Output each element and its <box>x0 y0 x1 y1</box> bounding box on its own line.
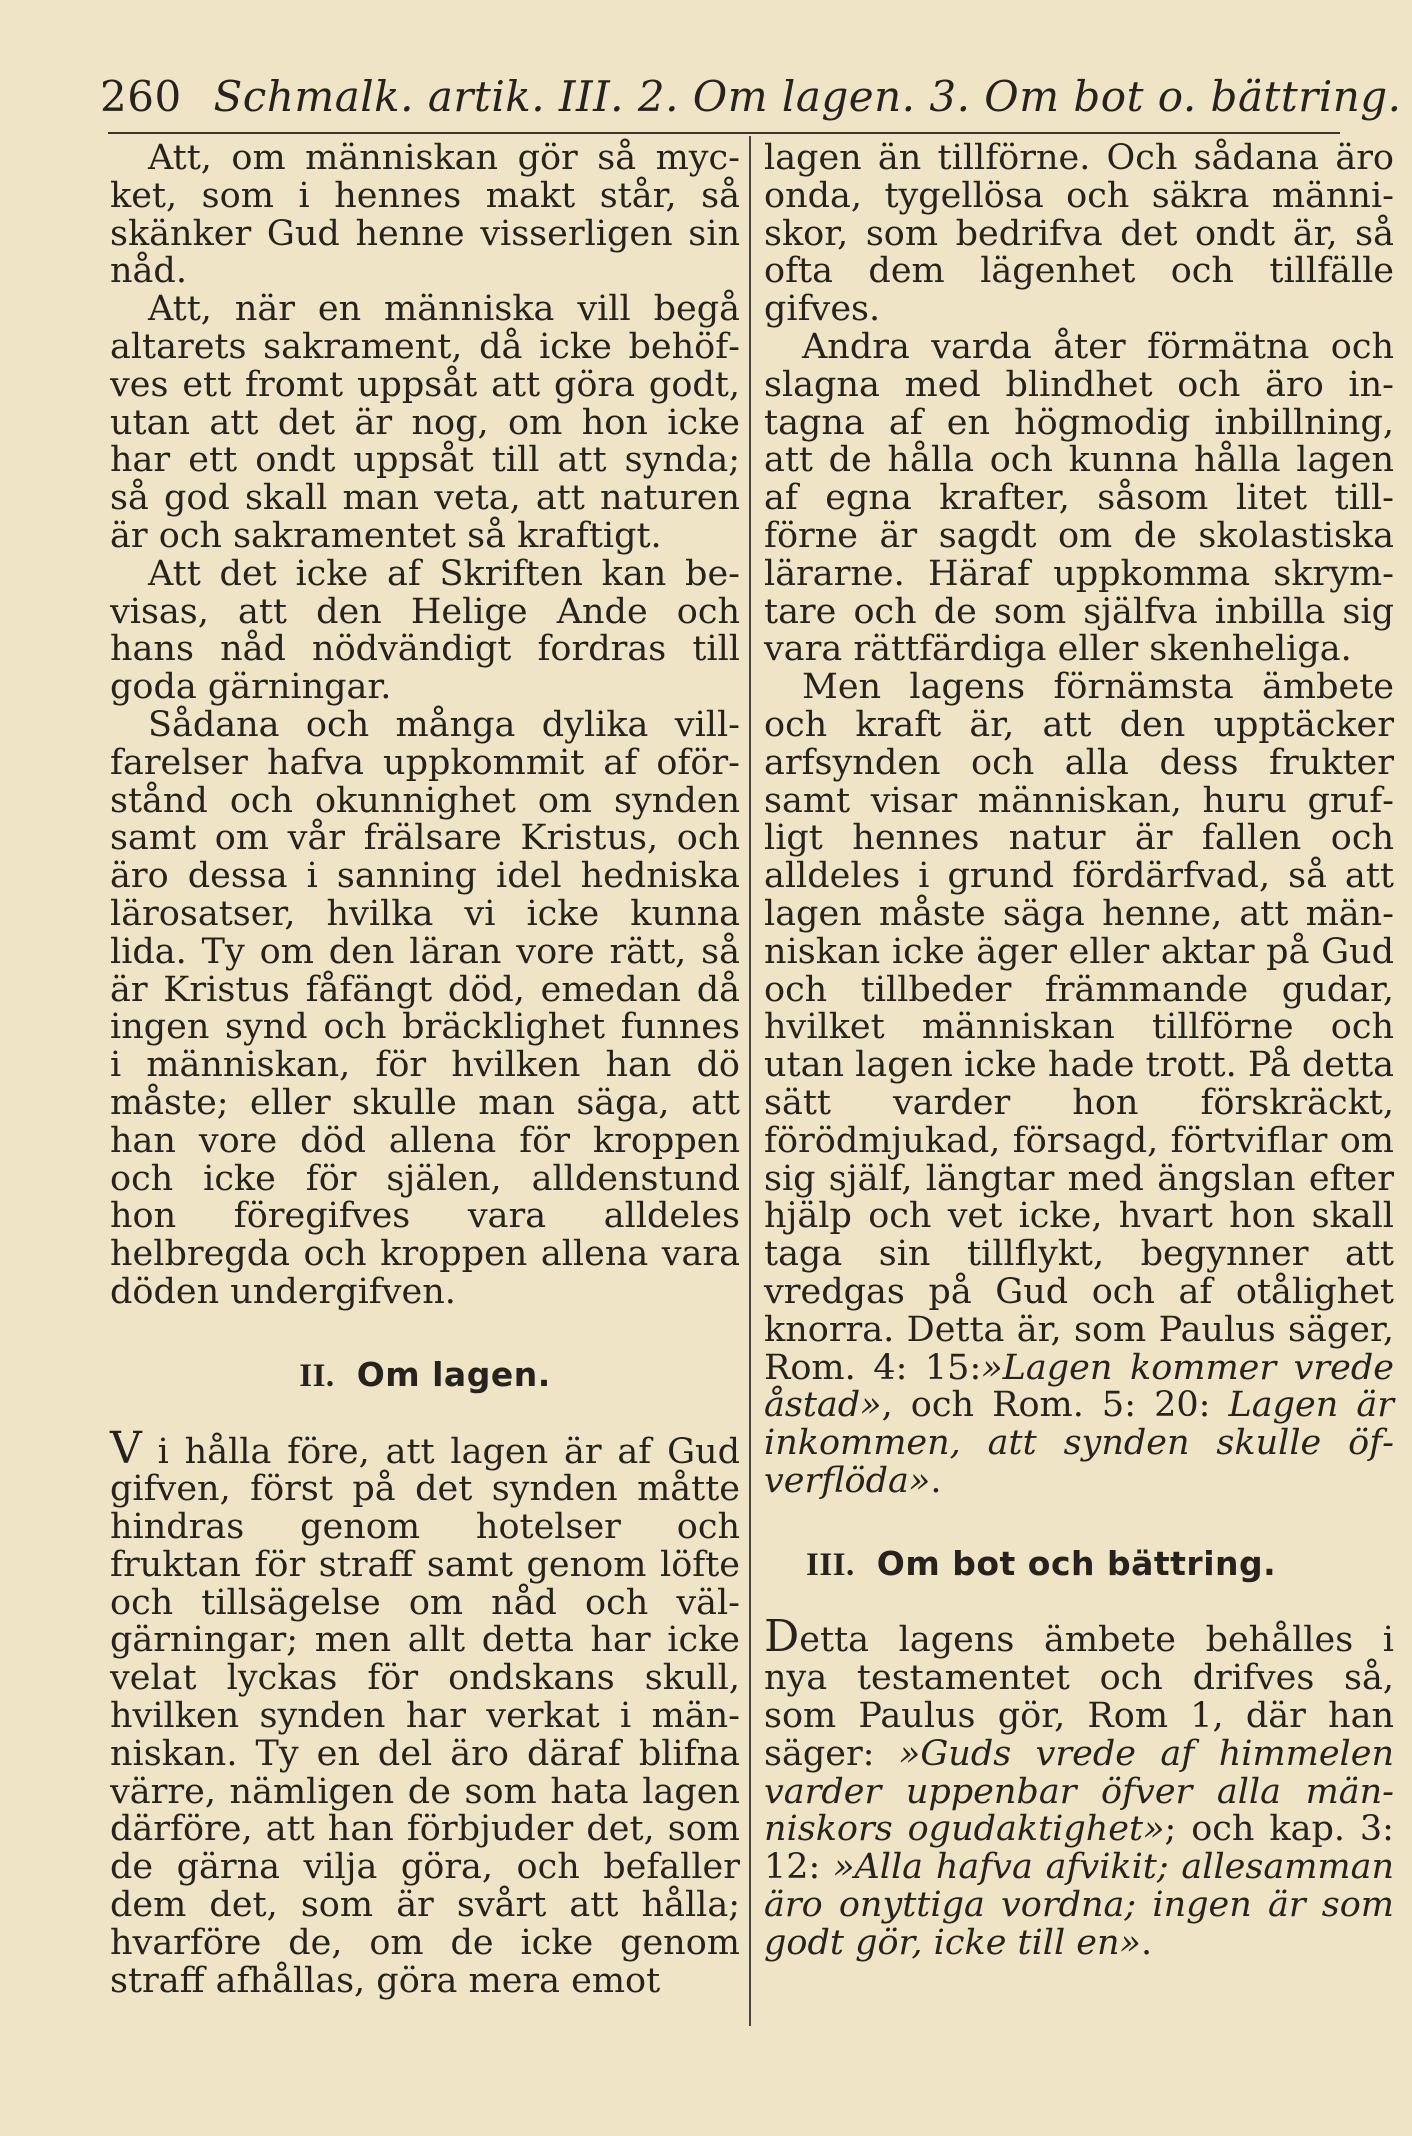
section-title: Om lagen. <box>356 1354 551 1394</box>
section-heading-iii <box>806 1545 1394 1585</box>
paragraph: Andra varda åter förmätna och slagna med blindhet och äro intagna af en högmodig inbillning, att de hålla och kunna hålla lagen af egna krafter, såsom litet tillförne är sagdt om de skolastiska lärarne. Häraf uppkomma skrymtare och de som själfva inbilla sig vara rättfärdiga eller skenheliga. <box>764 326 1394 670</box>
running-head-title: Schmalk. artik. III. 2. Om lagen. 3. Om bot o. bättring. <box>213 72 1402 121</box>
paragraph-text: . <box>1140 1922 1153 1963</box>
paragraph-text: i hålla före, att lagen är af Gud gifven, först på det synden måtte hindras genom hotelser och fruktan för straff samt genom löfte och tillsägelse om nåd och välgärningar; men allt detta har icke velat lyckas för ondskans skull, hvilken synden har verkat i människan. Ty en del äro däraf blifna värre, nämligen de som hata lagen därföre, att han förbjuder det, som de gärna vilja göra, och befaller dem det, som är svårt att hålla; hvarföre de, om de icke genom straff afhållas, göra mera emot <box>110 1431 740 2001</box>
scripture-quote: »Guds vrede af himmelen varder uppenbar öfver alla människors ogudaktighet» <box>764 1733 1394 1850</box>
paragraph: lagen än tillförne. Och sådana äro onda, tygellösa och säkra människor, som bedrifva det ondt är, så ofta dem lägenhet och tillfälle gifves. <box>764 138 1394 330</box>
drop-cap: D <box>764 1611 800 1663</box>
column-divider <box>749 136 751 2026</box>
paragraph-text: Men lagens förnämsta ämbete och kraft är, att den upptäcker arfsynden och alla dess frukter samt visar människan, huru grufligt hennes natur är fallen och alldeles i grund fördärfvad, så att lagen måste säga henne, att människan icke äger eller aktar på Gud och tillbeder främmande gudar, hvilket människan tillförne och utan lagen icke hade trott. På detta sätt varder hon förskräckt, förödmjukad, försagd, förtviflar om sig själf, längtar med ängslan efter hjälp och vet icke, hvart hon skall taga sin tillflykt, begynner att vredgas på Gud och af otålighet knorra. Detta är, som Paulus säger, Rom. 4: 15: <box>764 667 1394 1388</box>
section-numeral: III. <box>806 1546 855 1583</box>
paragraph: Sådana och många dylika villfarelser hafva uppkommit af oförstånd och okunnighet om synden samt om vår frälsare Kristus, och äro dessa i sanning idel hedniska lärosatser, hvilka vi icke kunna lida. Ty om den läran vore rätt, så är Kristus fåfängt död, emedan då ingen synd och bräcklighet funnes i människan, för hvilken han dö måste; eller skulle man säga, att han vore död allena för kroppen och icke för själen, alldenstund hon föregifves vara alldeles helbregda och kroppen allena vara döden undergifven. <box>110 704 740 1312</box>
paragraph-text: etta lagens ämbete behålles i nya testamentet och drifves så, som Paulus gör, Rom 1, där han säger: <box>764 1620 1394 1774</box>
header-rule <box>108 132 1340 134</box>
paragraph: Att det icke af Skriften kan bevisas, att den Helige Ande och hans nåd nödvändigt fordras till goda gärningar. <box>110 553 740 708</box>
scripture-quote: Lagen är inkommen, att synden skulle öfverflöda» <box>764 1385 1394 1501</box>
page-number: 260 <box>100 72 182 121</box>
right-column <box>764 140 1394 1963</box>
paragraph: Att, om människan gör så mycket, som i hennes makt står, så skänker Gud henne visserligen sin nåd. <box>110 138 740 292</box>
running-head <box>100 72 1402 121</box>
paragraph <box>764 669 1394 1501</box>
section-title: Om bot och bättring. <box>876 1543 1277 1583</box>
left-column <box>110 140 740 2000</box>
paragraph <box>110 1422 740 2001</box>
section-numeral: II. <box>299 1357 335 1394</box>
scripture-quote: »Lagen kommer vrede åstad» <box>764 1347 1394 1426</box>
paragraph-text: , och Rom. 5: 20: <box>881 1385 1211 1426</box>
section-heading-ii <box>110 1356 740 1396</box>
paragraph-text: . <box>930 1460 942 1501</box>
paragraph: Att, när en människa vill begå altarets sakrament, då icke behöfves ett fromt uppsåt att göra godt, utan att det är nog, om hon icke har ett ondt uppsåt till att synda; så god skall man veta, att naturen är och sakramentet så kraftigt. <box>110 289 740 556</box>
drop-cap: V <box>110 1422 142 1474</box>
paragraph <box>764 1611 1394 1963</box>
paragraph-text: ; och kap. 3: 12: <box>764 1809 1394 1888</box>
scripture-quote: »Alla hafva afvikit; allesamman äro onyttiga vordna; ingen är som godt gör, icke till en» <box>764 1847 1394 1963</box>
